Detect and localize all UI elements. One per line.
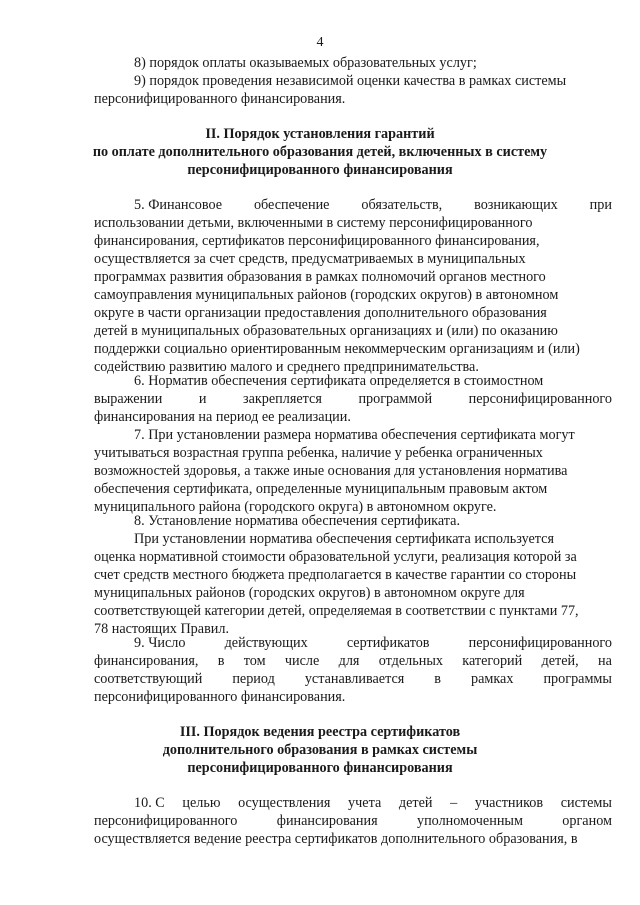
word: категорий	[462, 653, 523, 669]
paragraph-line	[134, 794, 612, 812]
word: отдельных	[378, 653, 443, 669]
paragraph-line: персонифицированного финансирования.	[94, 91, 346, 107]
word: осуществления	[238, 795, 331, 811]
paragraph-line: оценка нормативной стоимости образовательной услуги, реализация которой за	[94, 549, 577, 565]
paragraph-line	[94, 812, 612, 830]
section-heading-line: III. Порядок ведения реестра сертификатов	[179, 724, 461, 740]
paragraph-line: осуществляется за счет средств, предусматриваемых в муниципальных	[94, 251, 526, 267]
paragraph-line: счет средств местного бюджета предполагается в качестве гарантии со стороны	[94, 567, 577, 583]
word: финансирования	[276, 813, 378, 829]
word: финансирования,	[94, 653, 199, 669]
paragraph-line: округе в части организации предоставления дополнительного образования	[94, 305, 547, 321]
word: действующих	[224, 635, 308, 651]
paragraph-line: содействию развитию малого и среднего предпринимательства.	[94, 359, 479, 375]
word: –	[450, 795, 458, 811]
paragraph-line: 6. Норматив обеспечения сертификата определяется в стоимостном	[134, 373, 544, 389]
word: рамках	[471, 671, 514, 687]
word: программой	[358, 391, 433, 407]
section-heading-line: персонифицированного финансирования	[187, 760, 453, 776]
word: уполномоченным	[417, 813, 523, 829]
word: 5. Финансовое	[134, 197, 223, 213]
word: органом	[562, 813, 612, 829]
paragraph-line: финансирования на период ее реализации.	[94, 409, 351, 425]
word: учета	[348, 795, 382, 811]
word: детей,	[541, 653, 579, 669]
paragraph-line: 9) порядок проведения независимой оценки качества в рамках системы	[134, 73, 567, 89]
section-heading-line: дополнительного образования в рамках системы	[162, 742, 478, 758]
word: при	[589, 197, 612, 213]
paragraph-line: возможностей здоровья, а также иные основания для установления норматива	[94, 463, 568, 479]
word: числе	[284, 653, 320, 669]
paragraph-line: соответствующей категории детей, определяемая в соответствии с пунктами 77,	[94, 603, 579, 619]
paragraph-line: персонифицированного финансирования.	[94, 689, 346, 705]
paragraph-line: При установлении норматива обеспечения сертификата используется	[134, 531, 554, 547]
paragraph-line: 8) порядок оплаты оказываемых образовательных услуг;	[134, 55, 477, 71]
paragraph-line	[94, 670, 612, 688]
word: 10. С	[134, 795, 165, 811]
word: на	[598, 653, 612, 669]
paragraph-line: использовании детьми, включенными в систему персонифицированного	[94, 215, 533, 231]
word: и	[198, 391, 207, 407]
word: том	[243, 653, 266, 669]
word: возникающих	[474, 197, 558, 213]
word: обеспечение	[253, 197, 330, 213]
paragraph-line: обеспечения сертификата, определенные муниципальным правовым актом	[94, 481, 548, 497]
paragraph-line	[94, 652, 612, 670]
section-heading-line: персонифицированного финансирования	[187, 162, 453, 178]
word: персонифицированного	[468, 635, 612, 651]
paragraph-line: 8. Установление норматива обеспечения сертификата.	[134, 513, 460, 529]
page-number: 4	[316, 35, 324, 50]
paragraph-line: 78 настоящих Правил.	[94, 621, 229, 637]
paragraph-line	[134, 634, 612, 652]
word: персонифицированного	[94, 813, 238, 829]
paragraph-line: муниципального района (городского округа) в автономном округе.	[94, 499, 497, 515]
section-heading-line: II. Порядок установления гарантий	[205, 126, 435, 142]
word: для	[338, 653, 360, 669]
paragraph-line	[94, 390, 612, 408]
word: устанавливается	[304, 671, 405, 687]
word: сертификатов	[346, 635, 430, 651]
word: обязательств,	[361, 197, 443, 213]
paragraph-line: финансирования, сертификатов персонифицированного финансирования,	[94, 233, 540, 249]
paragraph-line: учитываться возрастная группа ребенка, наличие у ребенка ограниченных	[94, 445, 543, 461]
paragraph-line: 7. При установлении размера норматива обеспечения сертификата могут	[134, 427, 575, 443]
paragraph-line: осуществляется ведение реестра сертификатов дополнительного образования, в	[94, 831, 578, 847]
word: системы	[560, 795, 612, 811]
paragraph-line: самоуправления муниципальных районов (городских округов) в автономном	[94, 287, 559, 303]
paragraph-line: поддержки социально ориентированным некоммерческим организациям и (или)	[94, 341, 580, 357]
paragraph-line: программах развития образования в рамках полномочий органов местного	[94, 269, 546, 285]
word: участников	[474, 795, 544, 811]
word: выражении	[94, 391, 163, 407]
word: период	[232, 671, 275, 687]
section-heading-line: по оплате дополнительного образования детей, включенных в систему	[92, 144, 548, 160]
word: соответствующий	[94, 671, 203, 687]
word: в	[217, 653, 225, 669]
word: в	[434, 671, 441, 687]
word: закрепляется	[243, 391, 322, 407]
word: целью	[182, 795, 221, 811]
paragraph-line	[134, 196, 612, 214]
word: персонифицированного	[468, 391, 612, 407]
word: 9. Число	[134, 635, 186, 651]
paragraph-line: детей в муниципальных образовательных организациях и (или) по оказанию	[94, 323, 558, 339]
word: детей	[398, 795, 433, 811]
word: программы	[543, 671, 612, 687]
paragraph-line: муниципальных районов (городских округов) в автономном округе для	[94, 585, 525, 601]
